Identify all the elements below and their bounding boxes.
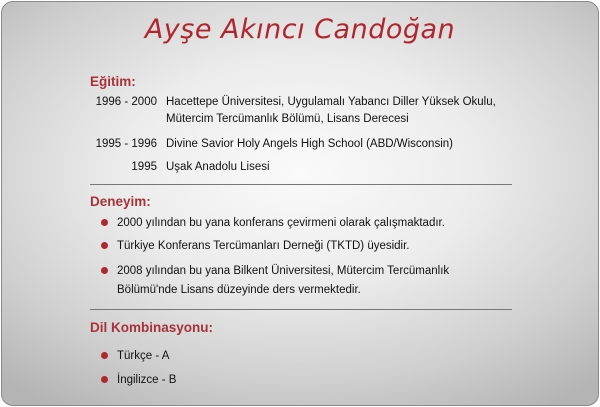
bullet-icon xyxy=(101,219,108,226)
person-name: Ayşe Akıncı Candoğan xyxy=(144,14,456,45)
education-desc: Hacettepe Üniversitesi, Uygulamalı Yabancı Diller Yüksek Okulu, Mütercim Tercümanlık Bölümü, Lisans Derecesi xyxy=(166,96,496,125)
bullet-icon xyxy=(101,376,108,383)
experience-heading: Deneyim: xyxy=(90,194,151,209)
bullet-icon xyxy=(101,352,108,359)
education-years: 1996 - 2000 xyxy=(95,96,157,108)
language-text: Türkçe - A xyxy=(117,350,170,362)
education-desc: Divine Savior Holy Angels High School (ABD/Wisconsin) xyxy=(166,138,453,150)
experience-text: Türkiye Konferans Tercümanları Derneği (TKTD) üyesidir. xyxy=(117,240,410,252)
bullet-icon xyxy=(101,242,108,249)
section-divider xyxy=(90,309,512,310)
languages-heading: Dil Kombinasyonu: xyxy=(90,320,214,335)
bullet-icon xyxy=(101,267,108,274)
profile-card xyxy=(1,1,599,406)
education-years: 1995 xyxy=(131,161,157,173)
language-text: İngilizce - B xyxy=(117,374,177,386)
education-desc: Uşak Anadolu Lisesi xyxy=(166,161,270,173)
education-years: 1995 - 1996 xyxy=(95,138,157,150)
experience-text: 2000 yılından bu yana konferans çevirmeni olarak çalışmaktadır. xyxy=(117,217,445,229)
section-divider xyxy=(90,184,512,185)
education-heading: Eğitim: xyxy=(90,74,136,89)
experience-text: 2008 yılından bu yana Bilkent Üniversitesi, Mütercim Tercümanlık Bölümü'nde Lisans düzeyinde ders vermektedir. xyxy=(117,265,450,296)
